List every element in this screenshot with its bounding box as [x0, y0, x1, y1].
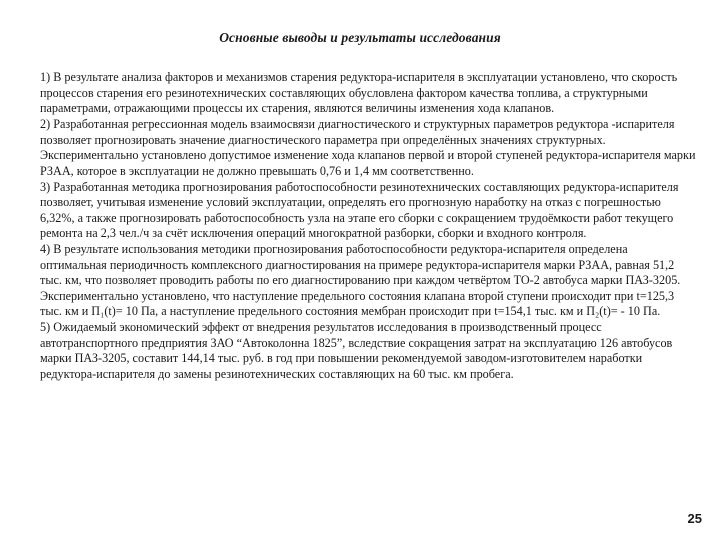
finding-item-4	[38, 242, 696, 320]
finding-item-3	[38, 180, 696, 242]
page-title: Основные выводы и результаты исследования	[219, 30, 501, 45]
finding-item-1	[38, 70, 696, 117]
finding-text-4: 4) В результате использования методики прогнозирования работоспособности редуктора-испарителя определена оптимальная периодичность комплексного диагностирования на примере редуктора-испарителя марки РЗАА, равная 51,2 тыс. км, что позволяет проводить работы по его диагностированию при каждом четвёртом ТО-2 автобуса марки ПАЗ-3205. Экспериментально установлено, что наступление предельного состояния клапана второй ступени происходит при t=125,3 тыс. км и П₁(t)= 10 Па, а наступление предельного состояния мембран происходит при t=154,1 тыс. км и П₂(t)= - 10 Па.	[40, 242, 681, 318]
finding-text-1: 1) В результате анализа факторов и механизмов старения редуктора-испарителя в эксплуатации установлено, что скорость процессов старения его резинотехнических составляющих обусловлена фактором качества топлива, а структурными параметрами, отражающими процессы их старения, являются величины изменения хода клапанов.	[40, 70, 678, 115]
findings-list	[38, 70, 696, 383]
finding-text-2: 2) Разработанная регрессионная модель взаимосвязи диагностического и структурных параметров редуктора -испарителя позволяет прогнозировать значение диагностического параметра при определённых значениях структурных. Экспериментально установлено допустимое изменение хода клапанов первой и второй ступеней редуктора-испарителя марки РЗАА, которое в эксплуатации не должно превышать 0,76 и 1,4 мм соответственно.	[40, 117, 696, 178]
finding-text-5: 5) Ожидаемый экономический эффект от внедрения результатов исследования в производственный процесс автотранспортного предприятия ЗАО “Автоколонна 1825”, вследствие сокращения затрат на эксплуатацию 126 автобусов марки ПАЗ-3205, составит 144,14 тыс. руб. в год при повышении рекомендуемой заводом-изготовителем наработки редуктора-испарителя до замены резинотехнических составляющих на 60 тыс. км пробега.	[40, 320, 673, 381]
finding-text-3: 3) Разработанная методика прогнозирования работоспособности резинотехнических составляющих редуктора-испарителя позволяет, учитывая изменение условий эксплуатации, определять его прогнозную наработку на отказ с погрешностью 6,32%, а также прогнозировать работоспособность узла на этапе его сборки с сокращением трудоёмкости работ текущего ремонта на 2,3 чел./ч за счёт исключения операций многократной разборки, сборки и входного контроля.	[40, 179, 679, 240]
finding-item-5	[38, 320, 696, 382]
page-number: 25	[687, 511, 702, 526]
finding-item-2	[38, 117, 696, 179]
